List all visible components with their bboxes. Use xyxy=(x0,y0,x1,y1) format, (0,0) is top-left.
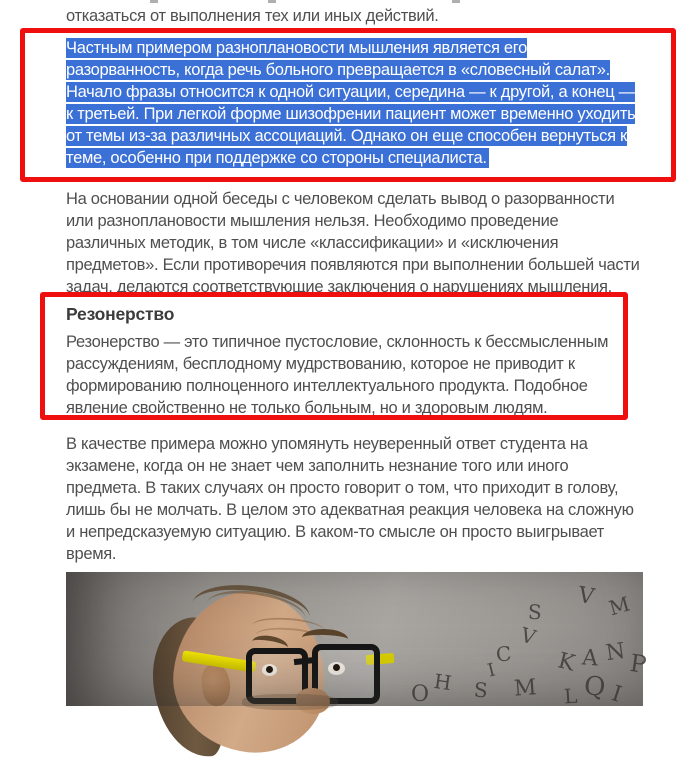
photo-letter: Q xyxy=(582,670,607,704)
photo-vignette xyxy=(66,572,643,709)
photo-letter: S xyxy=(473,677,489,703)
article-photo-man-letters xyxy=(66,572,649,709)
photo-letter: H xyxy=(432,668,454,696)
photo-letter: O xyxy=(411,682,430,707)
clipped-text-fragment xyxy=(150,0,158,3)
section-heading-rezonerstvo: Резонерство xyxy=(66,304,175,324)
paragraph-intro-tail: отказаться от выполнения тех или иных действий. xyxy=(66,7,439,25)
photo-letter: L xyxy=(563,683,579,709)
photo-letter: V xyxy=(517,622,539,650)
paragraph-selected xyxy=(66,37,642,169)
photo-letter: I xyxy=(608,681,625,708)
photo-letter: A xyxy=(581,645,599,672)
paragraph-basis: На основании одной беседы с человеком сделать вывод о разорванности или разноплановости мышления нельзя. Необходимо проведение различных методик, в том числе «классификации» и «исключения предметов». Если противоречия появляются при выполнении большей части задач, делаются соответствующие заключения о нарушениях мышления. xyxy=(66,190,640,296)
clipped-text-fragment xyxy=(452,0,460,3)
photo-letter: M xyxy=(513,675,538,702)
photo-letter: M xyxy=(606,591,633,621)
photo-letter: I xyxy=(485,659,498,682)
text-selection-highlight: Частным примером разноплановости мышления является его разорванность, когда речь больного превращается в «словесный салат». Начало фразы относится к одной ситуации, середина — к другой, а конец — к третьей. При легкой форме шизофрении пациент может временно уходить от темы из-за различных ассоциаций. Однако он еще способен вернуться к теме, особенно при поддержке со стороны специалиста. xyxy=(66,39,636,167)
photo-letter: V xyxy=(576,582,597,611)
clipped-text-fragment xyxy=(268,0,276,3)
photo-letter: P xyxy=(628,649,649,679)
paragraph-rezonerstvo: Резонерство — это типичное пустословие, склонность к бессмысленным рассуждениям, бесплодному мудрствованию, которое не приводит к формированию полноценного интеллектуального продукта. Подобное явление свойственно не только больным, но и здоровым людям. xyxy=(66,333,609,417)
paragraph-example: В качестве примера можно упомянуть неуверенный ответ студента на экзамене, когда он не знает чем заполнить незнание того или иного предмета. В таких случаях он просто говорит о том, что приходит в голову, лишь бы не молчать. В целом это адекватная реакция человека на сложную и непредсказуемую ситуацию. В каком-то смысле он просто выигрывает время. xyxy=(66,435,634,563)
photo-letter: S xyxy=(527,599,543,625)
photo-letter: N xyxy=(604,638,627,667)
photo-letter: C xyxy=(494,641,513,667)
photo-letter: K xyxy=(555,648,578,677)
